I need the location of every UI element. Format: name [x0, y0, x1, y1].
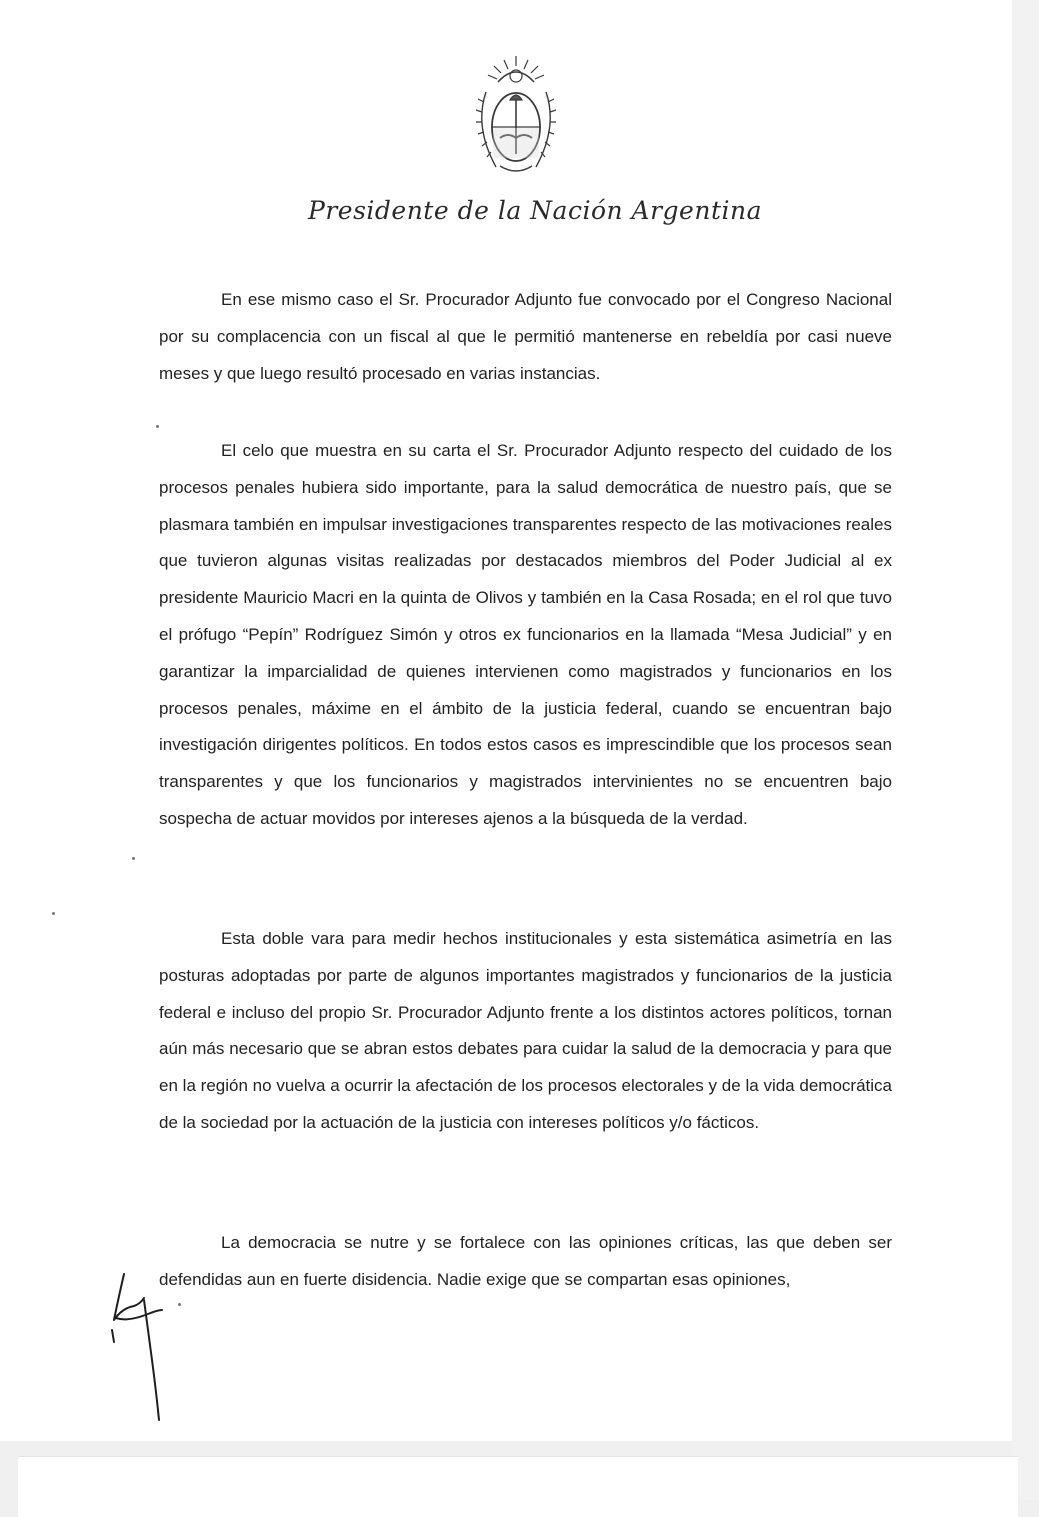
argentine-coat-of-arms-icon — [466, 52, 566, 182]
next-page-preview — [18, 1456, 1018, 1517]
paragraph-4: La democracia se nutre y se fortalece con las opiniones críticas, las que deben ser defendidas aun en fuerte disidencia. Nadie exige que se compartan esas opiniones, — [159, 1233, 892, 1289]
paragraph-1: En ese mismo caso el Sr. Procurador Adjunto fue convocado por el Congreso Nacional por su complacencia con un fiscal al que le permitió mantenerse en rebeldía por casi nueve meses y que luego resultó procesado en varias instancias. — [159, 290, 892, 383]
paragraph-2: El celo que muestra en su carta el Sr. Procurador Adjunto respecto del cuidado de los procesos penales hubiera sido importante, para la salud democrática de nuestro país, que se plasmara también en impulsar investigaciones transparentes respecto de las motivaciones reales que tuvieron algunas visitas realizadas por destacados miembros del Poder Judicial al ex presidente Mauricio Macri en la quinta de Olivos y también en la Casa Rosada; en el rol que tuvo el prófugo “Pepín” Rodríguez Simón y otros ex funcionarios en la llamada “Mesa Judicial” y en garantizar la imparcialidad de quienes intervienen como magistrados y funcionarios en los procesos penales, máxime en el ámbito de la justicia federal, cuando se encuentran bajo investigación dirigentes políticos. En todos estos casos es imprescindible que los procesos sean transparentes y que los funcionarios y magistrados intervinientes no se encuentren bajo sospecha de actuar movidos por intereses ajenos a la búsqueda de la verdad. — [159, 441, 892, 828]
paper-speck — [156, 425, 159, 428]
paper-speck — [132, 857, 135, 860]
letterhead-title: Presidente de la Nación Argentina — [308, 196, 762, 225]
paragraph-3: Esta doble vara para medir hechos institucionales y esta sistemática asimetría en las posturas adoptadas por parte de algunos importantes magistrados y funcionarios de la justicia federal e incluso del propio Sr. Procurador Adjunto frente a los distintos actores políticos, tornan aún más necesario que se abran estos debates para cuidar la salud de la democracia y para que en la región no vuelva a ocurrir la afectación de los procesos electorales y de la vida democrática de la sociedad por la actuación de la justicia con intereses políticos y/o fácticos. — [159, 929, 892, 1132]
page-edge — [1012, 0, 1039, 1500]
paper-speck — [178, 1303, 181, 1306]
paper-speck — [52, 912, 55, 915]
handwritten-signature-icon — [104, 1270, 184, 1430]
